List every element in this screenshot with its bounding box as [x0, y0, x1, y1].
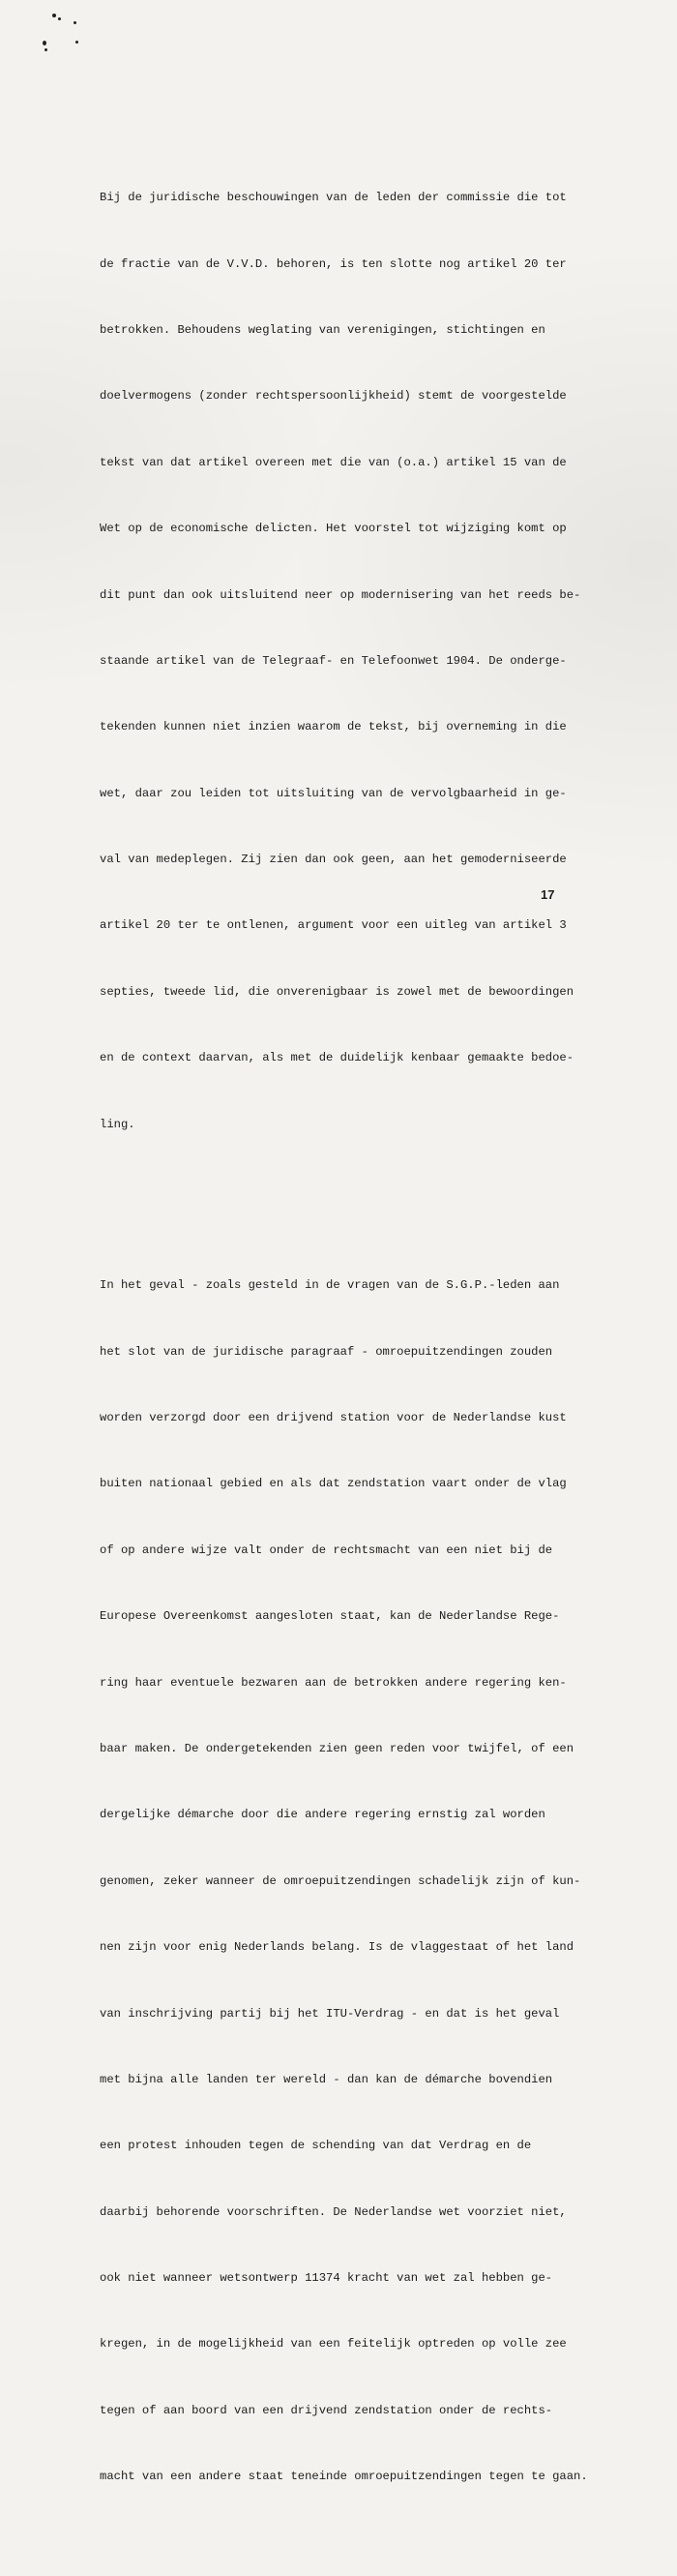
- text-line: Europese Overeenkomst aangesloten staat, kan de Nederlandse Rege-: [100, 1609, 560, 1624]
- speck: [58, 17, 61, 20]
- text-line: betrokken. Behoudens weglating van verenigingen, stichtingen en: [100, 322, 545, 337]
- text-line: baar maken. De ondergetekenden zien geen reden voor twijfel, of een: [100, 1741, 574, 1755]
- text-line: tekst van dat artikel overeen met die van (o.a.) artikel 15 van de: [100, 455, 567, 469]
- text-line: genomen, zeker wanneer de omroepuitzendingen schadelijk zijn of kun-: [100, 1873, 581, 1888]
- text-line: en de context daarvan, als met de duidelijk kenbaar gemaakte bedoe-: [100, 1051, 574, 1065]
- text-line: nen zijn voor enig Nederlands belang. Is de vlaggestaat of het land: [100, 1940, 574, 1955]
- speck: [44, 48, 47, 51]
- page-number: 17: [541, 887, 555, 902]
- text-line: het slot van de juridische paragraaf - omroepuitzendingen zouden: [100, 1344, 553, 1359]
- text-line: Wet op de economische delicten. Het voorstel tot wijziging komt op: [100, 522, 567, 536]
- text-line: daarbij behorende voorschriften. De Nederlandse wet voorziet niet,: [100, 2204, 567, 2219]
- text-line: tegen of aan boord van een drijvend zendstation onder de rechts-: [100, 2403, 553, 2417]
- text-line: val van medeplegen. Zij zien dan ook geen, aan het gemoderniseerde: [100, 853, 567, 867]
- body-text: [100, 99, 588, 2576]
- text-line: septies, tweede lid, die onverenigbaar is zowel met de bewoordingen: [100, 984, 574, 999]
- text-line: ling.: [100, 1117, 135, 1131]
- text-line: In het geval - zoals gesteld in de vragen van de S.G.P.-leden aan: [100, 1278, 560, 1293]
- text-line: worden verzorgd door een drijvend station voor de Nederlandse kust: [100, 1411, 567, 1425]
- text-line: of op andere wijze valt onder de rechtsmacht van een niet bij de: [100, 1543, 553, 1557]
- text-line: macht van een andere staat teneinde omroepuitzendingen tegen te gaan.: [100, 2470, 588, 2484]
- text-line: artikel 20 ter te ontlenen, argument voor een uitleg van artikel 3: [100, 918, 567, 933]
- text-line: staande artikel van de Telegraaf- en Telefoonwet 1904. De onderge-: [100, 653, 567, 668]
- speck: [52, 14, 56, 17]
- text-line: een protest inhouden tegen de schending van dat Verdrag en de: [100, 2139, 532, 2153]
- text-line: met bijna alle landen ter wereld - dan kan de démarche bovendien: [100, 2072, 553, 2086]
- text-line: dergelijke démarche door die andere regering ernstig zal worden: [100, 1808, 545, 1822]
- text-line: kregen, in de mogelijkheid van een feitelijk optreden op volle zee: [100, 2337, 567, 2351]
- paragraph-1: [100, 143, 588, 1180]
- text-line: van inschrijving partij bij het ITU-Verdrag - en dat is het geval: [100, 2006, 560, 2021]
- text-line: buiten nationaal gebied en als dat zendstation vaart onder de vlag: [100, 1477, 567, 1491]
- text-line: ook niet wanneer wetsontwerp 11374 kracht van wet zal hebben ge-: [100, 2271, 553, 2286]
- speck: [75, 41, 78, 44]
- paragraph-2: [100, 1231, 588, 2532]
- speck: [74, 21, 76, 24]
- text-line: de fractie van de V.V.D. behoren, is ten slotte nog artikel 20 ter: [100, 256, 567, 271]
- text-line: wet, daar zou leiden tot uitsluiting van de vervolgbaarheid in ge-: [100, 786, 567, 800]
- text-line: dit punt dan ook uitsluitend neer op modernisering van het reeds be-: [100, 587, 581, 602]
- text-line: Bij de juridische beschouwingen van de leden der commissie die tot: [100, 191, 567, 205]
- text-line: ring haar eventuele bezwaren aan de betrokken andere regering ken-: [100, 1675, 567, 1690]
- scan-specks: [39, 10, 97, 68]
- text-line: doelvermogens (zonder rechtspersoonlijkheid) stemt de voorgestelde: [100, 389, 567, 404]
- text-line: tekenden kunnen niet inzien waarom de tekst, bij overneming in die: [100, 720, 567, 734]
- speck: [43, 41, 46, 45]
